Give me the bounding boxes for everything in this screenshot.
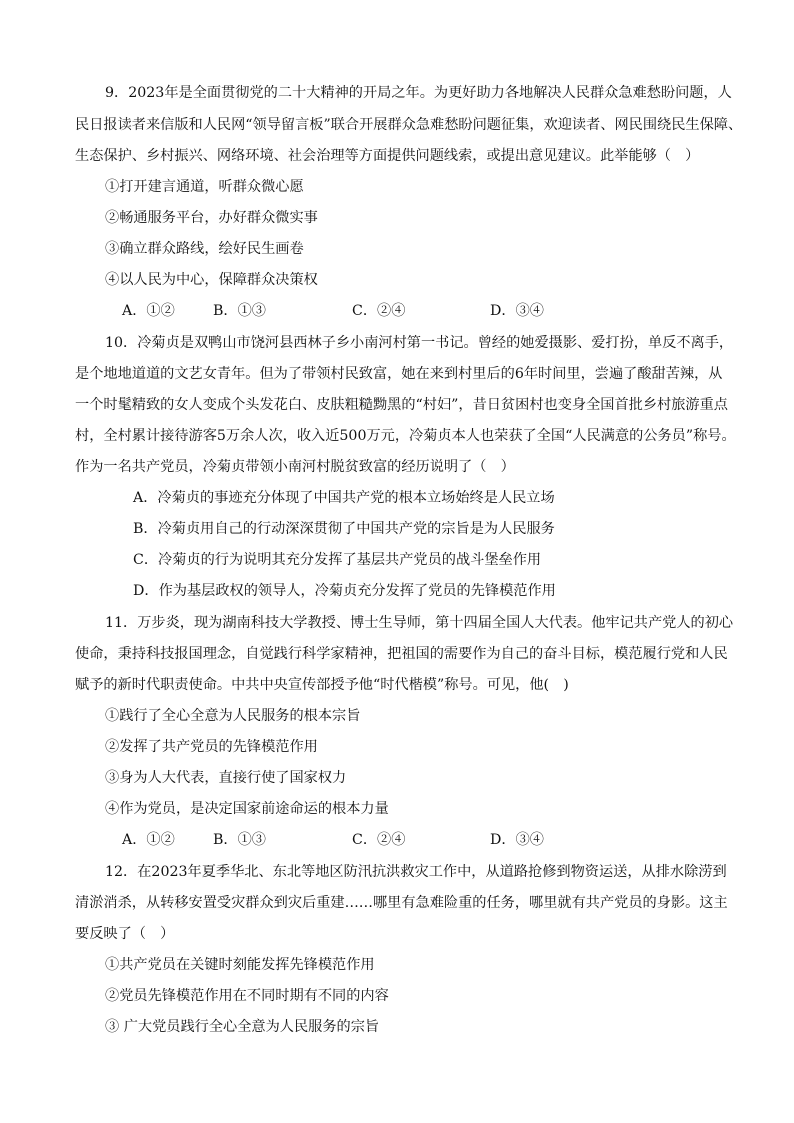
q12-stem-line-1: 12．在2023年夏季华北、东北等地区防汛抗洪救灾工作中，从道路抢修到物资运送，从排水除涝到 bbox=[105, 864, 727, 880]
q9-statement-3: ③确立群众路线，绘好民生画卷 bbox=[105, 241, 304, 257]
q10-stem-line-5: 作为一名共产党员，冷菊贞带领小南河村脱贫致富的经历说明了（ ） bbox=[75, 459, 515, 475]
q9-statement-1: ①打开建言通道，听群众微心愿 bbox=[105, 179, 304, 195]
q12-statement-3: ③ 广大党员践行全心全意为人民服务的宗旨 bbox=[105, 1019, 380, 1035]
q10-option-b[interactable]: B．冷菊贞用自己的行动深深贯彻了中国共产党的宗旨是为人民服务 bbox=[133, 521, 555, 537]
q11-statement-3: ③身为人大代表，直接行使了国家权力 bbox=[105, 770, 347, 786]
q10-stem-line-2: 是个地地道道的文艺女青年。但为了带领村民致富，她在来到村里后的6年时间里，尝遍了酸甜苦辣，从 bbox=[75, 366, 723, 382]
q9-stem-line-3: 生态保护、乡村振兴、网络环境、社会治理等方面提供问题线索，或提出意见建议。此举能够（ ） bbox=[75, 148, 700, 164]
q12-stem-line-2: 清淤消杀，从转移安置受灾群众到灾后重建……哪里有急难险重的任务，哪里就有共产党员的身影。这主 bbox=[75, 895, 728, 911]
q11-stem-line-2: 使命，秉持科技报国理念，自觉践行科学家精神，把祖国的需要作为自己的奋斗目标，模范履行党和人民 bbox=[75, 646, 728, 662]
q11-statement-4: ④作为党员，是决定国家前途命运的根本力量 bbox=[105, 801, 389, 817]
q11-choice-d[interactable]: D．③④ bbox=[490, 832, 544, 848]
q11-stem-line-1: 11．万步炎，现为湖南科技大学教授、博士生导师，第十四届全国人大代表。他牢记共产党人的初心 bbox=[105, 615, 734, 631]
q9-choice-a[interactable]: A．①② bbox=[122, 303, 175, 319]
q11-choice-b[interactable]: B．①③ bbox=[213, 832, 266, 848]
q9-stem-line-1: 9．2023年是全面贯彻党的二十大精神的开局之年。为更好助力各地解决人民群众急难愁盼问题，人 bbox=[105, 85, 732, 101]
q9-stem-line-2: 民日报读者来信版和人民网“领导留言板”联合开展群众急难愁盼问题征集，欢迎读者、网民围绕民生保障、 bbox=[75, 117, 743, 133]
q12-statement-1: ①共产党员在关键时刻能发挥先锋模范作用 bbox=[105, 957, 375, 973]
q9-statement-4: ④以人民为中心，保障群众决策权 bbox=[105, 272, 318, 288]
q10-option-c[interactable]: C．冷菊贞的行为说明其充分发挥了基层共产党员的战斗堡垒作用 bbox=[133, 552, 542, 568]
q11-statement-2: ②发挥了共产党员的先锋模范作用 bbox=[105, 739, 318, 755]
q9-choice-b[interactable]: B．①③ bbox=[213, 303, 266, 319]
q12-statement-2: ②党员先锋模范作用在不同时期有不同的内容 bbox=[105, 988, 389, 1004]
q9-statement-2: ②畅通服务平台，办好群众微实事 bbox=[105, 210, 318, 226]
q9-choice-c[interactable]: C．②④ bbox=[352, 303, 406, 319]
q11-statement-1: ①践行了全心全意为人民服务的根本宗旨 bbox=[105, 708, 361, 724]
q10-option-a[interactable]: A．冷菊贞的事迹充分体现了中国共产党的根本立场始终是人民立场 bbox=[133, 490, 555, 506]
q11-stem-line-3: 赋予的新时代职责使命。中共中央宣传部授予他“时代楷模”称号。可见，他( ) bbox=[75, 677, 569, 693]
q12-stem-line-3: 要反映了（ ） bbox=[75, 926, 175, 942]
q10-stem-line-1: 10．冷菊贞是双鸭山市饶河县西林子乡小南河村第一书记。曾经的她爱摄影、爱打扮，单反不离手， bbox=[105, 335, 734, 351]
q10-stem-line-3: 一个时髦精致的女人变成个头发花白、皮肤粗糙黝黑的“村妇”，昔日贫困村也变身全国首批乡村旅游重点 bbox=[75, 397, 728, 413]
q10-option-d[interactable]: D．作为基层政权的领导人，冷菊贞充分发挥了党员的先锋模范作用 bbox=[133, 583, 556, 599]
q11-choice-c[interactable]: C．②④ bbox=[352, 832, 406, 848]
q11-choice-a[interactable]: A．①② bbox=[122, 832, 175, 848]
q9-choice-d[interactable]: D．③④ bbox=[490, 303, 544, 319]
q10-stem-line-4: 村，全村累计接待游客5万余人次，收入近500万元，冷菊贞本人也荣获了全国“人民满意的公务员”称号。 bbox=[75, 428, 736, 444]
